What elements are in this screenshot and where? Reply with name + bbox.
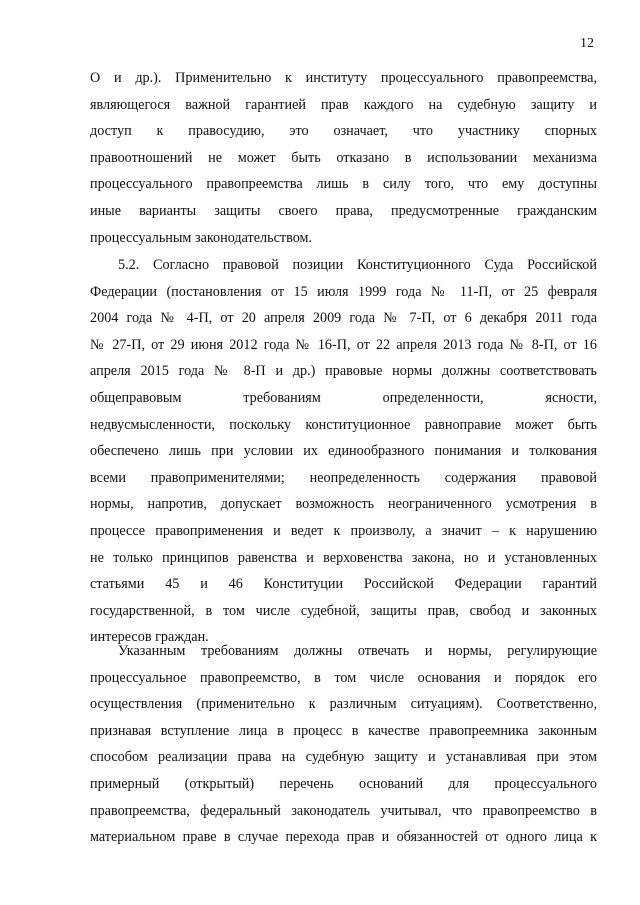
text-line: всеми правоприменителями; неопределенность содержания правовой — [90, 469, 597, 486]
text-line: 5.2. Согласно правовой позиции Конституционного Суда Российской — [118, 257, 597, 273]
text-line: правоотношений не может быть отказано в использовании механизма — [90, 149, 597, 166]
text-line: 2004 года № 4-П, от 20 апреля 2009 года № 7-П, от 6 декабря 2011 года — [90, 310, 597, 327]
text-line: недвусмысленности, поскольку конституционное равноправие может быть — [90, 416, 597, 433]
text-line: обеспечено лишь при условии их единообразного понимания и толкования — [90, 443, 597, 460]
text-line: материальном праве в случае перехода прав и обязанностей от одного лица к — [90, 829, 597, 846]
text-line: способом реализации права на судебную защиту и устанавливая при этом — [90, 749, 597, 766]
text-line: интересов граждан. — [90, 629, 209, 646]
text-line: общеправовым требованиям определенности, ясности, — [90, 389, 597, 406]
text-line: правопреемства, федеральный законодатель учитывал, что правопреемство в — [90, 802, 597, 819]
text-line: государственной, в том числе судебной, защиты прав, свобод и законных — [90, 602, 597, 619]
text-line: признавая вступление лица в процесс в качестве правопреемника законным — [90, 722, 597, 739]
paragraph-section-5-2 — [90, 252, 597, 651]
text-line: Федерации (постановления от 15 июля 1999 года № 11-П, от 25 февраля — [90, 283, 597, 300]
text-line: нормы, напротив, допускает возможность неограниченного усмотрения в — [90, 496, 597, 513]
text-line: Указанным требованиям должны отвечать и нормы, регулирующие — [118, 643, 597, 659]
text-line: статьями 45 и 46 Конституции Российской Федерации гарантий — [90, 576, 597, 593]
text-line: процессе правоприменения и ведет к произволу, а значит – к нарушению — [90, 522, 597, 539]
text-line: процессуального правопреемства лишь в силу того, что ему доступны — [90, 176, 597, 193]
text-line: не только принципов равенства и верховенства закона, но и установленных — [90, 549, 597, 566]
paragraph-continuation — [90, 65, 597, 251]
page-number: 12 — [580, 36, 594, 51]
text-line: процессуальное правопреемство, в том числе основания и порядок его — [90, 669, 597, 686]
text-line: доступ к правосудию, это означает, что участнику спорных — [90, 123, 597, 140]
paragraph-requirements — [90, 638, 597, 851]
text-line: иные варианты защиты своего права, предусмотренные гражданским — [90, 202, 597, 219]
text-line: осуществления (применительно к различным ситуациям). Соответственно, — [90, 696, 597, 713]
text-line: процессуальным законодательством. — [90, 229, 313, 246]
text-line: являющегося важной гарантией прав каждого на судебную защиту и — [90, 96, 597, 113]
text-line: апреля 2015 года № 8-П и др.) правовые нормы должны соответствовать — [90, 363, 597, 380]
text-line: примерный (открытый) перечень оснований для процессуального — [90, 775, 597, 792]
text-line: № 27-П, от 29 июня 2012 года № 16-П, от 22 апреля 2013 года № 8-П, от 16 — [90, 336, 597, 353]
text-line: О и др.). Применительно к институту процессуального правопреемства, — [90, 70, 597, 86]
